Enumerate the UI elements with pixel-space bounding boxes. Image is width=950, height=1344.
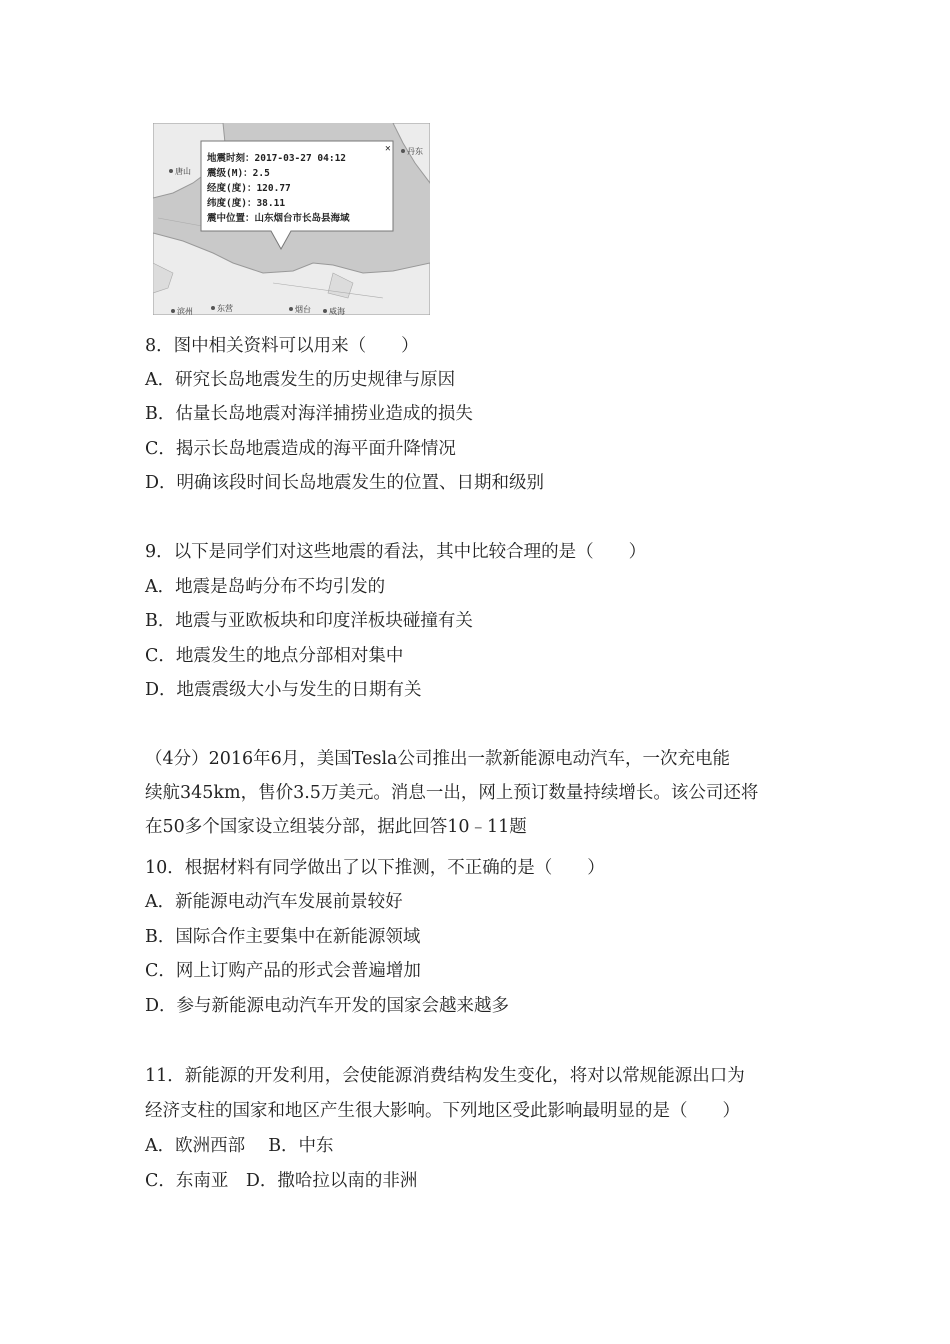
popup-location: 震中位置：山东烟台市长岛县海域 [207,213,350,224]
q10-option-a: A．新能源电动汽车发展前景较好 [145,892,403,912]
q10-option-b: B．国际合作主要集中在新能源领域 [145,927,421,947]
q10-option-d: D．参与新能源电动汽车开发的国家会越来越多 [145,996,510,1016]
close-icon[interactable]: ✕ [385,143,391,154]
q11-options-cd: C．东南亚 D．撒哈拉以南的非洲 [145,1171,418,1191]
city-yantai: 烟台 [295,305,311,314]
material-line-3: 在50多个国家设立组装分部，据此回答10﹣11题 [145,817,527,837]
popup-latitude: 纬度(度)：38.11 [207,198,286,209]
material-paragraph [145,742,815,844]
q9-option-b: B．地震与亚欧板块和印度洋板块碰撞有关 [145,611,473,631]
q10-option-c: C．网上订购产品的形式会普遍增加 [145,961,421,981]
q11-stem-line-1: 11．新能源的开发利用，会使能源消费结构发生变化，将对以常规能源出口为 [145,1066,745,1086]
map-graphic [153,123,430,315]
material-line-2: 续航345km，售价3.5万美元。消息一出，网上预订数量持续增长。该公司还将 [145,783,759,803]
popup-time: 地震时刻：2017-03-27 04:12 [207,153,347,164]
city-binzhou: 滨州 [177,307,193,315]
q9-option-a: A．地震是岛屿分布不均引发的 [145,577,386,597]
material-line-1: （4分）2016年6月，美国Tesla公司推出一款新能源电动汽车，一次充电能 [145,749,730,769]
q8-option-b: B．估量长岛地震对海洋捕捞业造成的损失 [145,404,473,424]
popup-magnitude: 震级(M)：2.5 [207,168,270,179]
city-dongying: 东营 [217,304,233,313]
q9-option-c: C．地震发生的地点分部相对集中 [145,646,404,666]
city-tangshan: 唐山 [175,167,191,176]
q9-stem: 9．以下是同学们对这些地震的看法，其中比较合理的是（ ） [145,542,647,562]
q8-option-d: D．明确该段时间长岛地震发生的位置、日期和级别 [145,473,545,493]
popup-longitude: 经度(度)：120.77 [207,183,291,194]
q8-option-c: C．揭示长岛地震造成的海平面升降情况 [145,439,456,459]
q11-stem-line-2: 经济支柱的国家和地区产生很大影响。下列地区受此影响最明显的是（ ） [145,1101,740,1121]
q8-stem: 8．图中相关资料可以用来（ ） [145,336,419,356]
q8-option-a: A．研究长岛地震发生的历史规律与原因 [145,370,456,390]
q11-options-ab: A．欧洲西部 B．中东 [145,1136,334,1156]
city-weihai: 威海 [329,307,345,315]
earthquake-map [153,123,430,315]
q10-stem: 10．根据材料有同学做出了以下推测，不正确的是（ ） [145,858,605,878]
q9-option-d: D．地震震级大小与发生的日期有关 [145,680,422,700]
city-dandong: 丹东 [407,147,423,156]
